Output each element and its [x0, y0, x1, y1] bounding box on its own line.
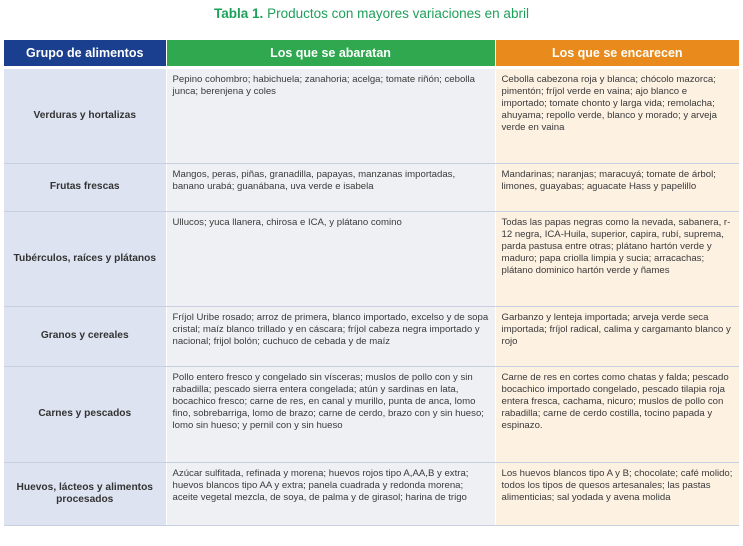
row-dearer-cell: Garbanzo y lenteja importada; arveja verde seca importada; fríjol radical, calima y cargamanto blanco y rojo	[495, 306, 739, 366]
row-cheaper-cell: Mangos, peras, piñas, granadilla, papayas, manzanas importadas, banano urabá; guanábana, uva verde e isabela	[166, 163, 495, 211]
header-group: Grupo de alimentos	[4, 40, 166, 66]
table-row	[4, 69, 739, 163]
row-group-cell: Huevos, lácteos y alimentos procesados	[4, 462, 166, 525]
row-group-cell: Frutas frescas	[4, 163, 166, 211]
header-cheaper: Los que se abaratan	[166, 40, 495, 66]
row-cheaper-cell: Azúcar sulfitada, refinada y morena; huevos rojos tipo A,AA,B y extra; huevos blancos tipo AA y extra; panela cuadrada y redonda morena; aceite vegetal mezcla, de soya, de palma y de girasol; harina de trigo	[166, 462, 495, 525]
row-group-cell: Granos y cereales	[4, 306, 166, 366]
header-dearer: Los que se encarecen	[495, 40, 739, 66]
row-cheaper-cell: Ullucos; yuca llanera, chirosa e ICA, y plátano comino	[166, 211, 495, 306]
header-row	[4, 40, 739, 66]
table-row	[4, 462, 739, 525]
table-title	[0, 6, 743, 28]
row-dearer-cell: Cebolla cabezona roja y blanca; chócolo mazorca; pimentón; fríjol verde en vaina; ajo blanco e importado; tomate chonto y larga vida; remolacha; ahuyama; repollo verde, blanco y morado; y arveja verde en vaina	[495, 69, 739, 163]
row-cheaper-cell: Fríjol Uribe rosado; arroz de primera, blanco importado, excelso y de sopa cristal; maíz blanco trillado y en cáscara; fríjol cabeza negra importado y nacional; frijol bolón; cuchuco de cebada y de maíz	[166, 306, 495, 366]
table-row	[4, 366, 739, 462]
food-price-table	[4, 40, 739, 526]
row-dearer-cell: Mandarinas; naranjas; maracuyá; tomate de árbol; limones, guayabas; aguacate Hass y papelillo	[495, 163, 739, 211]
table-caption: Productos con mayores variaciones en abril	[263, 6, 529, 21]
table-number: Tabla 1.	[214, 6, 264, 21]
row-cheaper-cell: Pollo entero fresco y congelado sin vísceras; muslos de pollo con y sin rabadilla; pescado sierra entera congelada; atún y sardinas en lata, bocachico fresco; carne de res, en canal y murillo, punta de anca, lomo fino, sobrebarriga, lomo de brazo; carne de cerdo, brazo con y sin hueso; lomo sin hueso; y pernil con y sin hueso	[166, 366, 495, 462]
row-dearer-cell: Carne de res en cortes como chatas y falda; pescado bocachico importado congelado, pescado tilapia roja entera fresca, cachama, nicuro; muslos de pollo con rabadilla; carne de cerdo costilla, tocino papada y espinazo.	[495, 366, 739, 462]
table-row	[4, 211, 739, 306]
row-group-cell: Carnes y pescados	[4, 366, 166, 462]
row-group-cell: Tubérculos, raíces y plátanos	[4, 211, 166, 306]
row-cheaper-cell: Pepino cohombro; habichuela; zanahoria; acelga; tomate riñón; cebolla junca; berenjena y coles	[166, 69, 495, 163]
row-group-cell: Verduras y hortalizas	[4, 69, 166, 163]
table-row	[4, 163, 739, 211]
row-dearer-cell: Todas las papas negras como la nevada, sabanera, r-12 negra, ICA-Huila, superior, capira, rubí, suprema, parda pastusa entre otras; plátano hartón verde y maduro; papa criolla limpia y sucia; arracachas; plátano dominico hartón verde y ñames	[495, 211, 739, 306]
table-row	[4, 306, 739, 366]
row-dearer-cell: Los huevos blancos tipo A y B; chocolate; café molido; todos los tipos de quesos artesanales; las pastas alimenticias; sal yodada y avena molida	[495, 462, 739, 525]
